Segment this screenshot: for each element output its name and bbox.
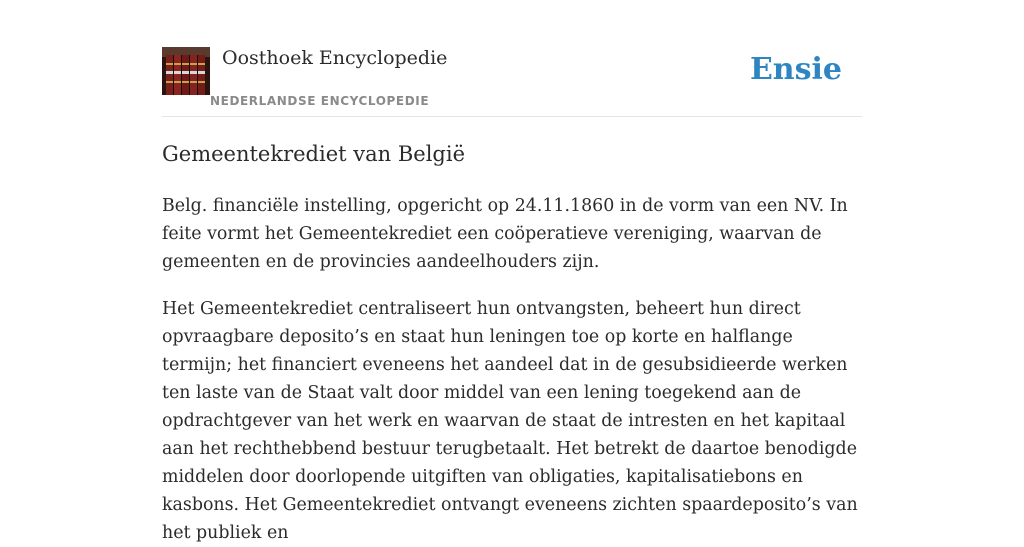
article-paragraph: Belg. financiële instelling, opgericht op 24.11.1860 in de vorm van een NV. In feite vormt het Gemeentekrediet een coöperatieve vereniging, waarvan de gemeenten en de provincies aandeelhouders zijn. — [162, 196, 848, 272]
article-title: Gemeentekrediet van België — [162, 142, 466, 166]
site-header — [162, 46, 862, 117]
brand-logo[interactable]: Ensie — [749, 52, 842, 87]
site-subtitle: NEDERLANDSE ENCYCLOPEDIE — [210, 94, 430, 108]
article-paragraph: Het Gemeentekrediet centraliseert hun ontvangsten, beheert hun direct opvraagbare deposito’s en staat hun leningen toe op korte en halflange termijn; het financiert eveneens het aandeel dat in de gesubsidieerde werken ten laste van de Staat valt door middel van een lening toegekend aan de opdrachtgever van het werk en waarvan de staat de intresten en het kapitaal aan het rechthebbend bestuur terugbetaalt. Het betrekt de daartoe benodigde middelen door doorlopende uitgiften van obligaties, kapitalisatiebons en kasbons. Het Gemeentekrediet ontvangt eveneens zichten spaardeposito’s van het publiek en — [162, 299, 858, 543]
site-name[interactable]: Oosthoek Encyclopedie — [222, 47, 448, 69]
encyclopedia-books-icon[interactable] — [162, 47, 210, 95]
article — [162, 138, 862, 547]
